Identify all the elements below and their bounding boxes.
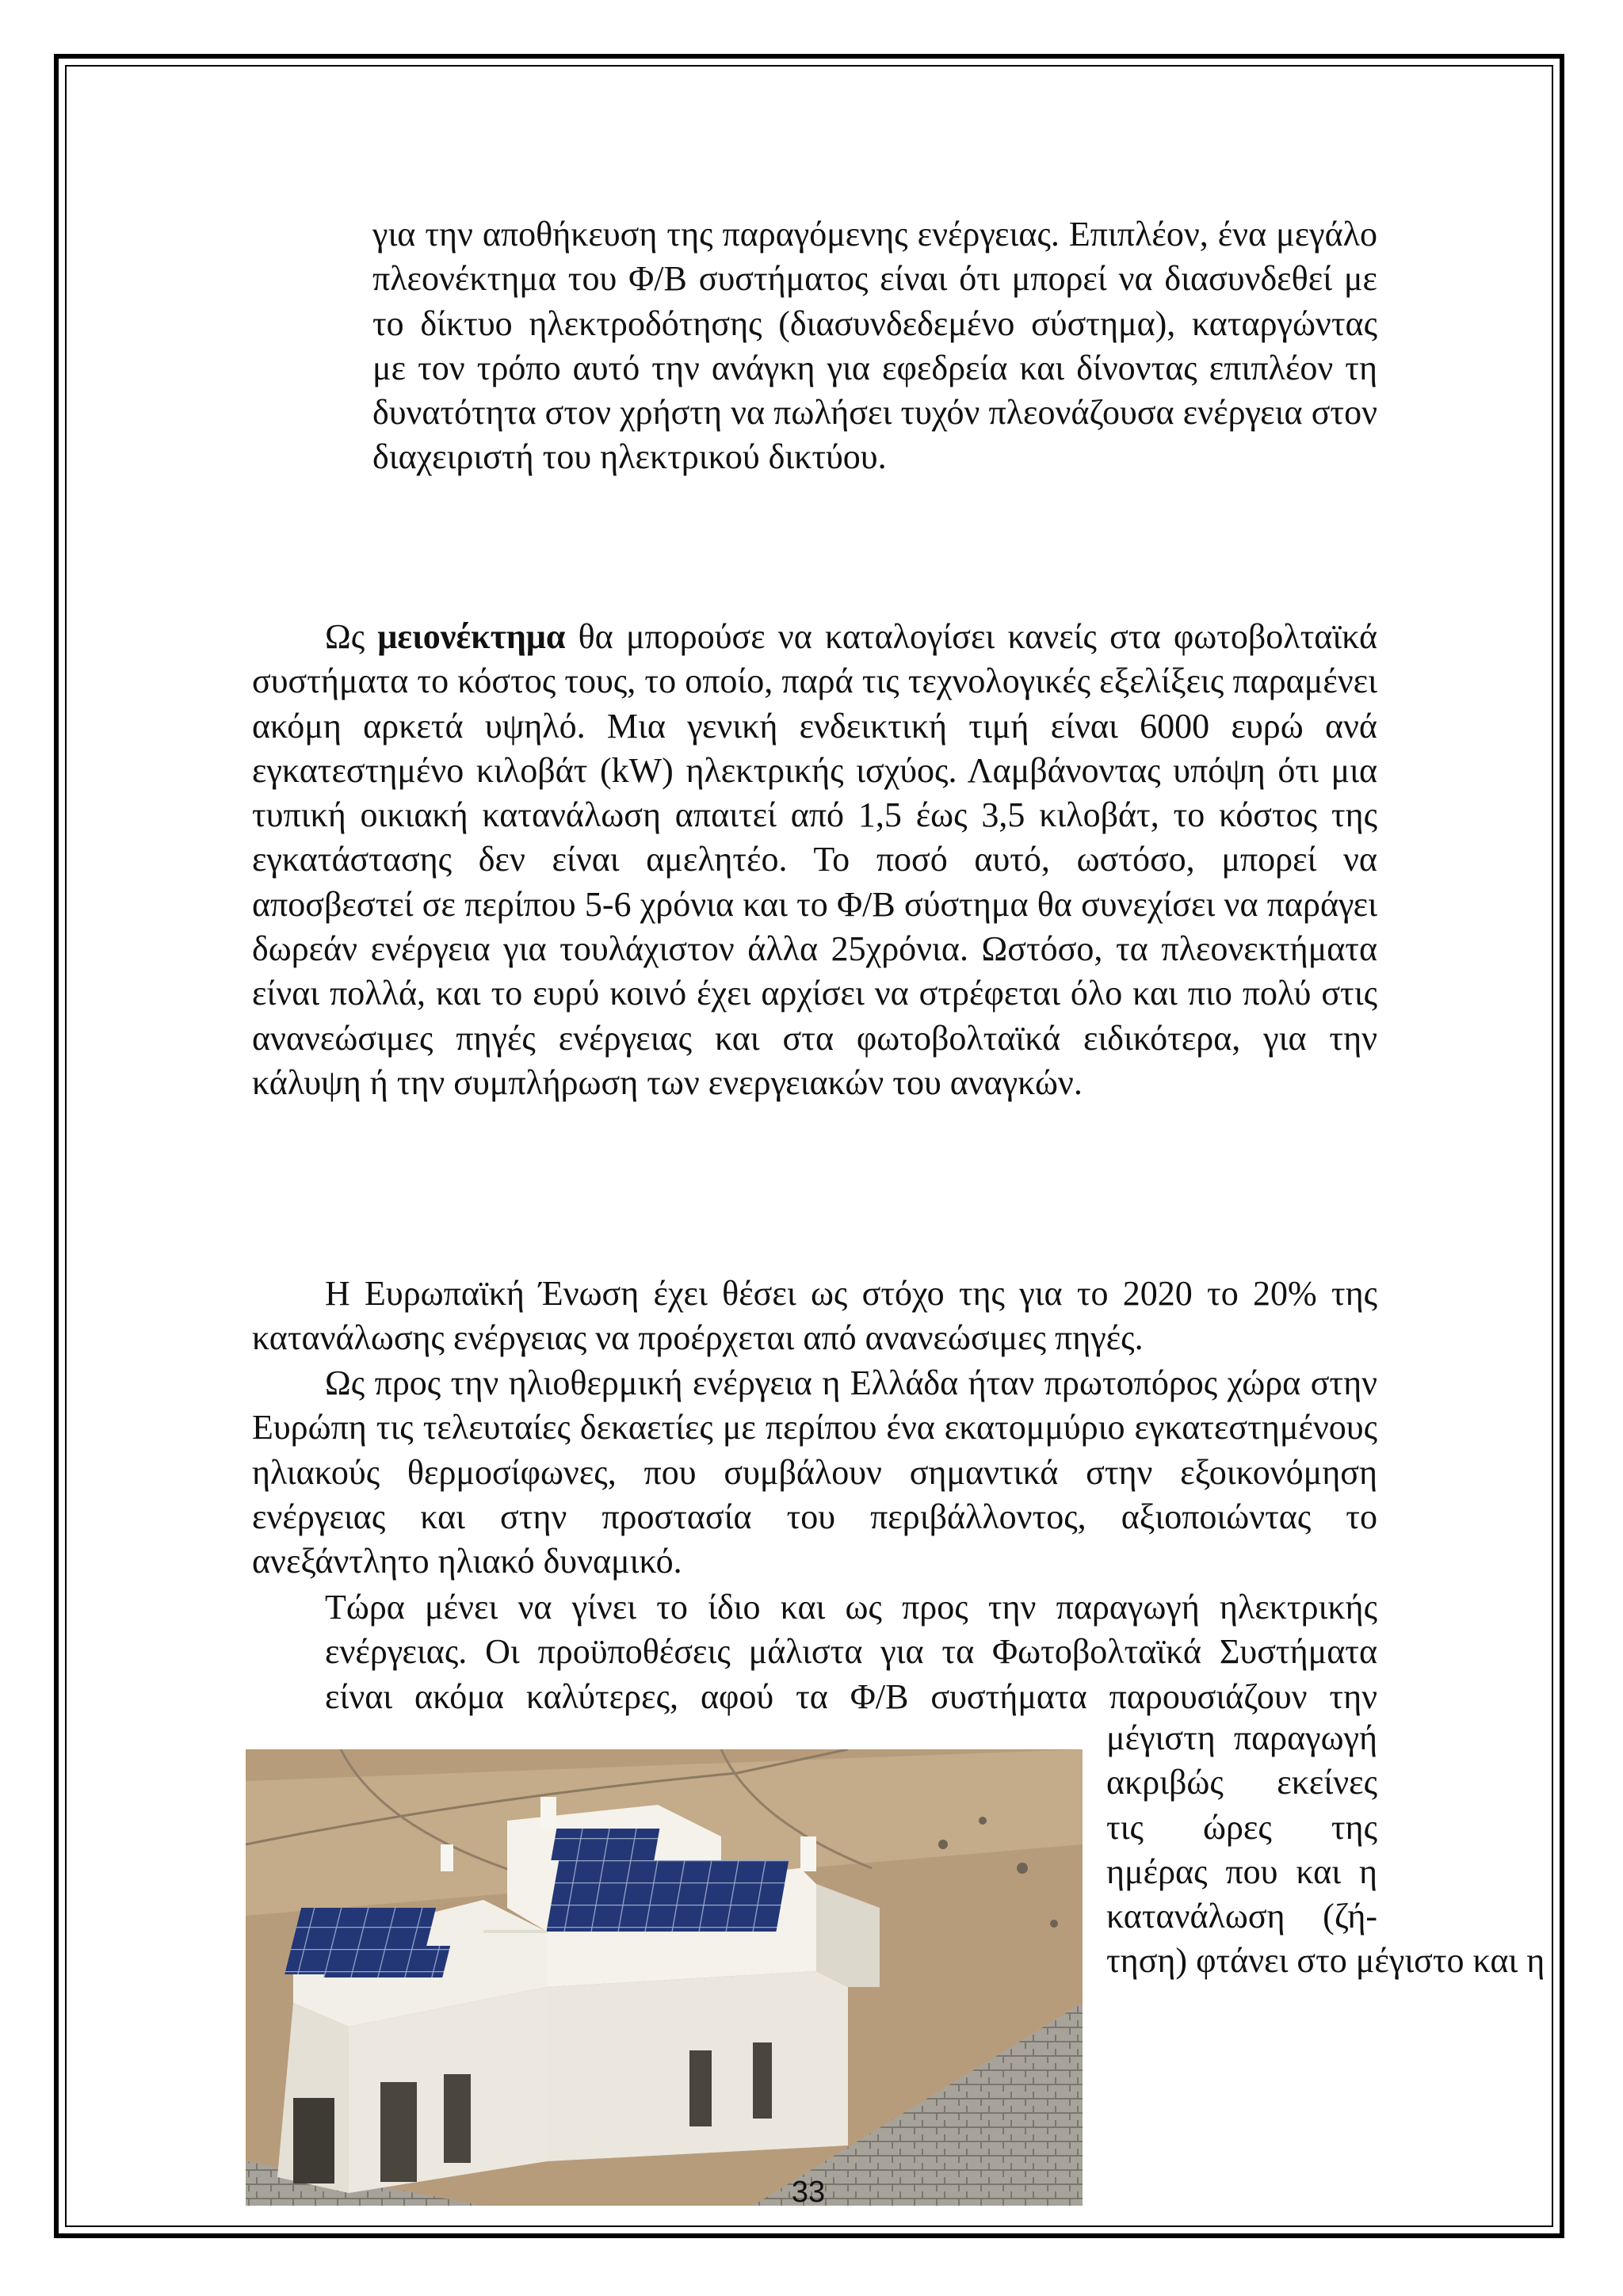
paragraph-text: μέγιστη παραγωγή ακριβώς εκείνες τις ώρες της ημέρας που και η κατανάλωση (ζή-	[1106, 1718, 1377, 1936]
paragraph-line: ενέργειας. Οι προϋποθέσεις μάλιστα για τα Φωτοβολταϊκά Συστήματα	[325, 1632, 1377, 1672]
paragraph-text: Η Ευρωπαϊκή Ένωση έχει θέσει ως στόχο της για το 2020 το 20% της κατανάλωσης ενέργειας να προέρχεται από ανανεώσιμες πηγές.	[252, 1274, 1377, 1358]
paragraph-line: Τώρα μένει να γίνει το ίδιο και ως προς την παραγωγή ηλεκτρικής	[325, 1588, 1377, 1627]
paragraph-text-lead: Ως	[325, 617, 378, 656]
paragraph-text: θα μπορούσε να καταλογίσει κανείς στα φωτοβολταϊκά συστήματα το κόστος τους, το οποίο, παρά τις τεχνολογικές εξελίξεις παραμένει ακόμη αρκετά υψηλό. Μια γενική ενδεικτική τιμή είναι 6000 ευρώ ανά εγκατεστημένο κιλοβάτ (kW) ηλεκτρικής ισχύος. Λαμβάνοντας υπόψη ότι μια τυπική οικιακή κατανάλωση απαιτεί από 1,5 έως 3,5 κιλοβάτ, το κόστος της εγκατάστασης δεν είναι αμελητέο. Το ποσό αυτό, ωστόσο, μπορεί να αποσβεστεί σε περίπου 5-6 χρόνια και το Φ/Β σύστημα θα συνεχίσει να παράγει δωρεάν ενέργεια για τουλάχιστον άλλα 25χρόνια. Ωστόσο, τα πλεονεκτήματα είναι πολλά, και το ευρύ κοινό έχει αρχίσει να στρέφεται όλο και πιο πολύ στις ανανεώσιμες πηγές ενέργειας και στα φωτοβολταϊκά ειδικότερα, για την κάλυψη ή την συμπλήρωση των ενεργειακών του αναγκών.	[252, 617, 1377, 1102]
photo-houses-with-solar-panels	[246, 1749, 1083, 2206]
paragraph-solar-thermal-greece	[252, 1361, 1377, 1584]
paragraph-eu-target	[252, 1272, 1377, 1361]
paragraph-line: είναι ακόμα καλύτερες, αφού τα Φ/Β συστήματα παρουσιάζουν την	[325, 1676, 1377, 1716]
paragraph-text-end: τηση) φτάνει στο μέγιστο και η	[1106, 1941, 1545, 1981]
page-number: 33	[791, 2176, 826, 2209]
emphasis-disadvantage: μειονέκτημα	[377, 617, 566, 656]
paragraph-text: για την αποθήκευση της παραγόμενης ενέργειας. Επιπλέον, ένα μεγάλο πλεονέκτημα του Φ/Β συστήματος είναι ότι μπορεί να διασυνδεθεί με το δίκτυο ηλεκτροδότησης (διασυνδεδεμένο σύστημα), καταργώντας με τον τρόπο αυτό την ανάγκη για εφεδρεία και δίνοντας επιπλέον τη δυνατότητα στον χρήστη να πωλήσει τυχόν πλεονάζουσα ενέργεια στον διαχειριστή του ηλεκτρικού δικτύου.	[372, 215, 1377, 477]
paragraph-storage-advantages	[372, 212, 1377, 480]
paragraph-text: Ως προς την ηλιοθερμική ενέργεια η Ελλάδα ήταν πρωτοπόρος χώρα στην Ευρώπη τις τελευταίες δεκαετίες με περίπου ένα εκατομμύριο εγκατεστημένους ηλιακούς θερμοσίφωνες, που συμβάλουν σημαντικά στην εξοικονόμηση ενέργειας και στην προστασία του περιβάλλοντος, αξιοποιώντας το ανεξάντλητο ηλιακό δυναμικό.	[252, 1363, 1377, 1581]
paragraph-electricity-production	[252, 1585, 1377, 1719]
paragraph-disadvantage-cost	[252, 615, 1377, 1105]
paragraph-peak-production	[1106, 1716, 1545, 1984]
